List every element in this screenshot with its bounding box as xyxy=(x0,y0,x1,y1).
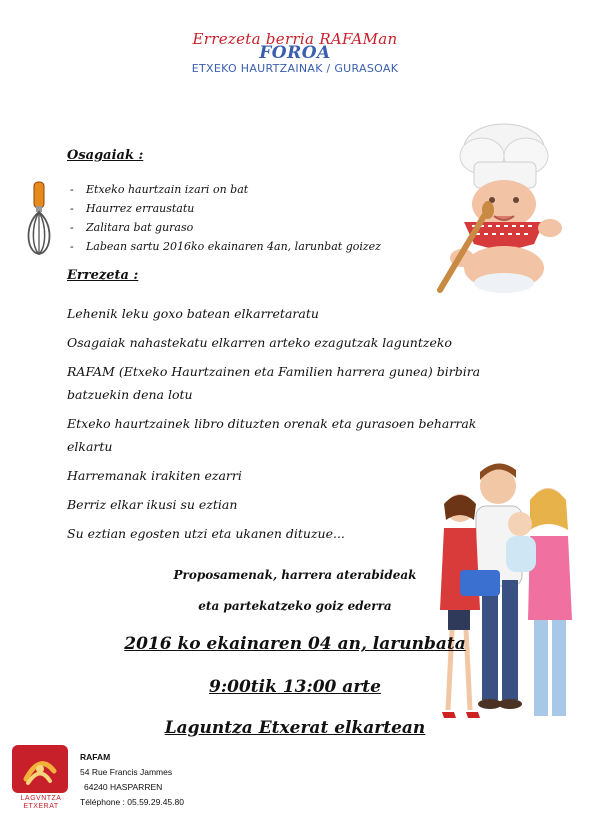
event-time: 9:00tik 13:00 arte xyxy=(209,677,381,697)
recipe-step: Su eztian egosten utzi eta ukanen dituzue... xyxy=(67,526,345,541)
ingredient-item: - Zalitara bat guraso xyxy=(86,218,381,237)
header-title-foroa: FOROA xyxy=(259,43,331,63)
recipe-step: Lehenik leku goxo batean elkarretaratu xyxy=(67,306,319,321)
header-title-red: Errezeta berria RAFAMan xyxy=(192,30,398,48)
recipe-step: Etxeko haurtzainek libro dituzten orenak eta gurasoen beharrak elkartu xyxy=(67,416,477,454)
recipe-step: Berriz elkar ikusi su eztian xyxy=(67,497,238,512)
footer-street: 54 Rue Francis Jammes xyxy=(80,767,173,777)
footer-phone: Téléphone : 05.59.29.45.80 xyxy=(80,797,184,807)
logo-text-line-1: LAGVNTZA xyxy=(20,795,62,802)
ingredient-item: - Etxeko haurtzain izari on bat xyxy=(86,180,381,199)
recipe-step: RAFAM (Etxeko Haurtzainen eta Familien harrera gunea) birbira batzuekin dena lotu xyxy=(67,364,481,402)
ingredients-list xyxy=(86,180,381,256)
whisk-icon xyxy=(20,180,56,258)
footer-address xyxy=(80,750,184,810)
logo-text xyxy=(10,795,72,811)
logo-text-line-2: ETXERAT xyxy=(23,803,59,810)
event-place: Laguntza Etxerat elkartean xyxy=(164,718,426,738)
recipe-heading: Errezeta : xyxy=(67,268,139,283)
recipe-step: Harremanak irakiten ezarri xyxy=(67,468,242,483)
footer-name: RAFAM xyxy=(80,752,111,762)
proposal-line-1: Proposamenak, harrera aterabideak xyxy=(173,568,417,582)
header-subtitle: ETXEKO HAURTZAINAK / GURASOAK xyxy=(191,62,399,75)
ingredient-item: - Haurrez erraustatu xyxy=(86,199,381,218)
ingredient-item: - Labean sartu 2016ko ekainaren 4an, larunbat goizez xyxy=(86,237,381,256)
event-date: 2016 ko ekainaren 04 an, larunbata xyxy=(124,634,466,654)
recipe-step: Osagaiak nahastekatu elkarren arteko ezagutzak laguntzeko xyxy=(67,335,452,350)
footer-city: 64240 HASPARREN xyxy=(84,782,163,792)
baby-chef-illustration xyxy=(422,118,580,298)
proposal-line-2: eta partekatzeko goiz ederra xyxy=(198,599,392,613)
ingredients-heading: Osagaiak : xyxy=(67,148,144,163)
